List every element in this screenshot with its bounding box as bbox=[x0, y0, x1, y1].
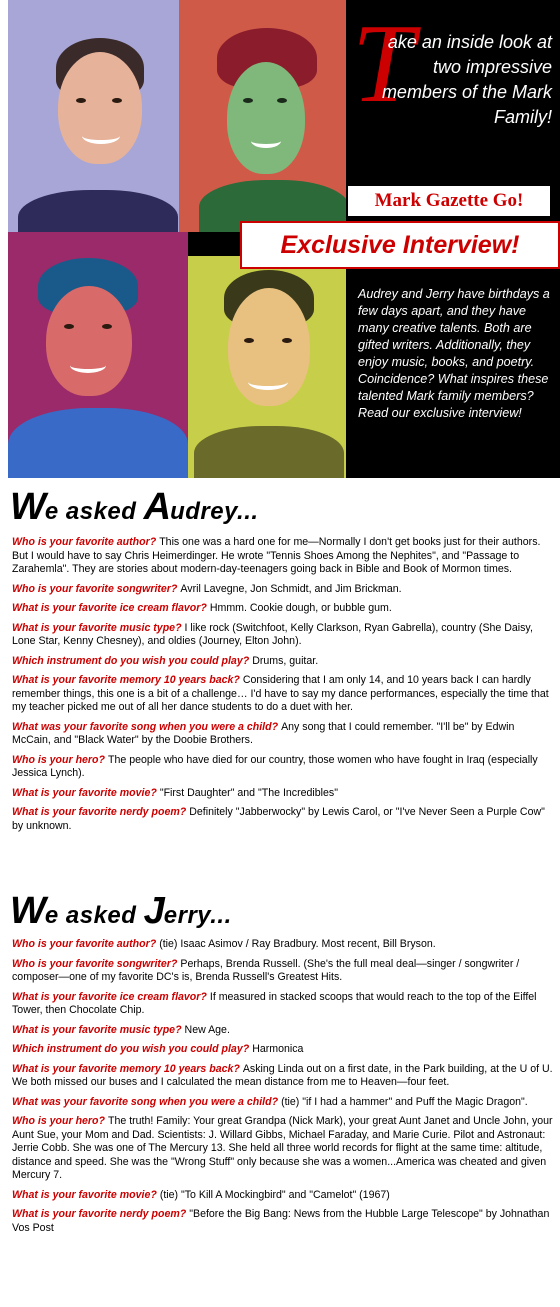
jerry-qa-list bbox=[12, 938, 556, 1241]
question: Who is your favorite author? bbox=[12, 938, 157, 950]
answer: Any song that I could remember. "I'll be" by Edwin McCain, and "Black Water" by the Doobie Brothers. bbox=[12, 720, 515, 746]
answer: (tie) "To Kill A Mockingbird" and "Camelot" (1967) bbox=[159, 1188, 390, 1201]
question: What is your favorite movie? bbox=[12, 1188, 157, 1201]
question: Who is your favorite author? bbox=[12, 536, 157, 548]
qa-item bbox=[12, 1115, 556, 1183]
qa-item bbox=[12, 536, 556, 577]
answer: Asking Linda out on a first date, in the Park building, at the U of U. We both missed our buses and I calculated the mean distance from me to Heaven—four feet. bbox=[12, 1062, 553, 1088]
answer: "First Daughter" and "The Incredibles" bbox=[159, 786, 338, 799]
photo-audrey-top bbox=[179, 0, 346, 232]
question: What is your favorite music type? bbox=[12, 1023, 182, 1036]
answer: Harmonica bbox=[252, 1043, 304, 1055]
question: Who is your favorite songwriter? bbox=[12, 582, 178, 595]
qa-item bbox=[12, 1189, 556, 1203]
answer: Hmmm. Cookie dough, or bubble gum. bbox=[209, 602, 392, 614]
audrey-qa-list bbox=[12, 536, 556, 839]
exclusive-interview-label: Exclusive Interview! bbox=[240, 221, 560, 269]
gazette-label: Mark Gazette Go! bbox=[346, 184, 552, 218]
qa-item bbox=[12, 958, 556, 985]
question: What is your favorite memory 10 years back? bbox=[12, 674, 240, 686]
question: Who is your hero? bbox=[12, 1115, 105, 1127]
qa-item bbox=[12, 806, 556, 833]
qa-item bbox=[12, 721, 556, 748]
answer: I like rock (Switchfoot, Kelly Clarkson, Ryan Gabrella), country (She Daisy, Lone Star, Kenny Chesney), and oldies (Journey, Elton John). bbox=[12, 621, 533, 647]
intro-blurb: Audrey and Jerry have birthdays a few days apart, and they have many creative talents. Both are gifted writers. Additionally, they enjoy music, books, and poetry. Coincidence? What inspires these talented Mark family members? Read our exclusive interview! bbox=[346, 270, 560, 478]
answer: This one was a hard one for me—Normally I don't get books just for their authors. But I would have to say Chris Heimerdinger. He wrote "Tennis Shoes Among the Nephites", and "Passage to Zarahemla". They are stories about modern-day-teenagers going back in Bible and Book of Mormon times. bbox=[12, 536, 541, 575]
answer: (tie) "if I had a hammer" and Puff the Magic Dragon". bbox=[281, 1095, 528, 1108]
qa-item bbox=[12, 991, 556, 1018]
qa-item bbox=[12, 938, 556, 952]
tagline-text: ake an inside look at two impressive members of the Mark Family! bbox=[381, 32, 552, 127]
photo-jerry-bottom bbox=[188, 256, 346, 478]
question: What is your favorite nerdy poem? bbox=[12, 1208, 187, 1220]
qa-item bbox=[12, 1024, 556, 1038]
qa-item bbox=[12, 1208, 556, 1235]
answer: Considering that I am only 14, and 10 years back I can hardly remember things, this one is a bit of a challenge… I'd have to say my dance performances, especially the time that my teacher picked me out of all her dance students to do a duet with her. bbox=[12, 674, 549, 713]
answer: Avril Lavegne, Jon Schmidt, and Jim Brickman. bbox=[180, 582, 402, 595]
question: What is your favorite ice cream flavor? bbox=[12, 990, 207, 1003]
qa-item bbox=[12, 674, 556, 715]
question: Which instrument do you wish you could play? bbox=[12, 1043, 250, 1055]
qa-item bbox=[12, 1043, 556, 1057]
question: What is your favorite nerdy poem? bbox=[12, 806, 187, 818]
answer: (tie) Isaac Asimov / Ray Bradbury. Most recent, Bill Bryson. bbox=[159, 938, 436, 950]
answer: If measured in stacked scoops that would reach to the top of the Eiffel Tower, then Chocolate Chip. bbox=[12, 990, 537, 1016]
question: What is your favorite movie? bbox=[12, 786, 157, 799]
question: What was your favorite song when you were a child? bbox=[12, 720, 279, 733]
question: Who is your favorite songwriter? bbox=[12, 957, 178, 970]
qa-item bbox=[12, 655, 556, 669]
qa-item bbox=[12, 583, 556, 597]
tagline-initial: T bbox=[352, 2, 415, 126]
qa-item bbox=[12, 602, 556, 616]
answer: Definitely "Jabberwocky" by Lewis Carol, or "I've Never Seen a Purple Cow" by unknown. bbox=[12, 806, 545, 832]
question: What is your favorite music type? bbox=[12, 621, 182, 634]
photo-jerry-top-left bbox=[8, 0, 179, 232]
photo-audrey-bottom-left bbox=[8, 232, 188, 478]
qa-item bbox=[12, 787, 556, 801]
qa-item bbox=[12, 1063, 556, 1090]
question: Which instrument do you wish you could play? bbox=[12, 654, 250, 667]
answer: Drums, guitar. bbox=[252, 654, 319, 667]
question: What is your favorite memory 10 years back? bbox=[12, 1062, 240, 1075]
qa-item bbox=[12, 622, 556, 649]
answer: "Before the Big Bang: News from the Hubble Large Telescope" by Johnathan Vos Post bbox=[12, 1208, 550, 1234]
answer: The truth! Family: Your great Grandpa (Nick Mark), your great Aunt Janet and Uncle John, your Aunt Sue, your Mom and Dad. Scientists: J. Willard Gibbs, Michael Faraday, and Marie Curie. Pilot and Astronaut: Jerrie Cobb. She was one of The Mercury 13. She held all three world records for flight at the same time: altitude, distance and speed. She was the "Wrong Stuff" only because she was a women...America was cheated and given Mercury 7. bbox=[12, 1115, 553, 1181]
question: Who is your hero? bbox=[12, 753, 105, 766]
heading-jerry: We asked Jerry... bbox=[10, 890, 232, 932]
answer: New Age. bbox=[184, 1023, 230, 1036]
tagline-box bbox=[346, 0, 560, 182]
question: What is your favorite ice cream flavor? bbox=[12, 602, 207, 614]
qa-item bbox=[12, 1096, 556, 1110]
answer: The people who have died for our country, those women who have fought in Iraq (especially Jessica Lynch). bbox=[12, 753, 538, 779]
qa-item bbox=[12, 754, 556, 781]
question: What was your favorite song when you were a child? bbox=[12, 1095, 279, 1108]
heading-audrey: We asked Audrey... bbox=[10, 486, 259, 528]
answer: Perhaps, Brenda Russell. (She's the full meal deal—singer / songwriter / composer—one of my favorite DC's is, Brenda Russell's Greatest Hits. bbox=[12, 957, 520, 983]
